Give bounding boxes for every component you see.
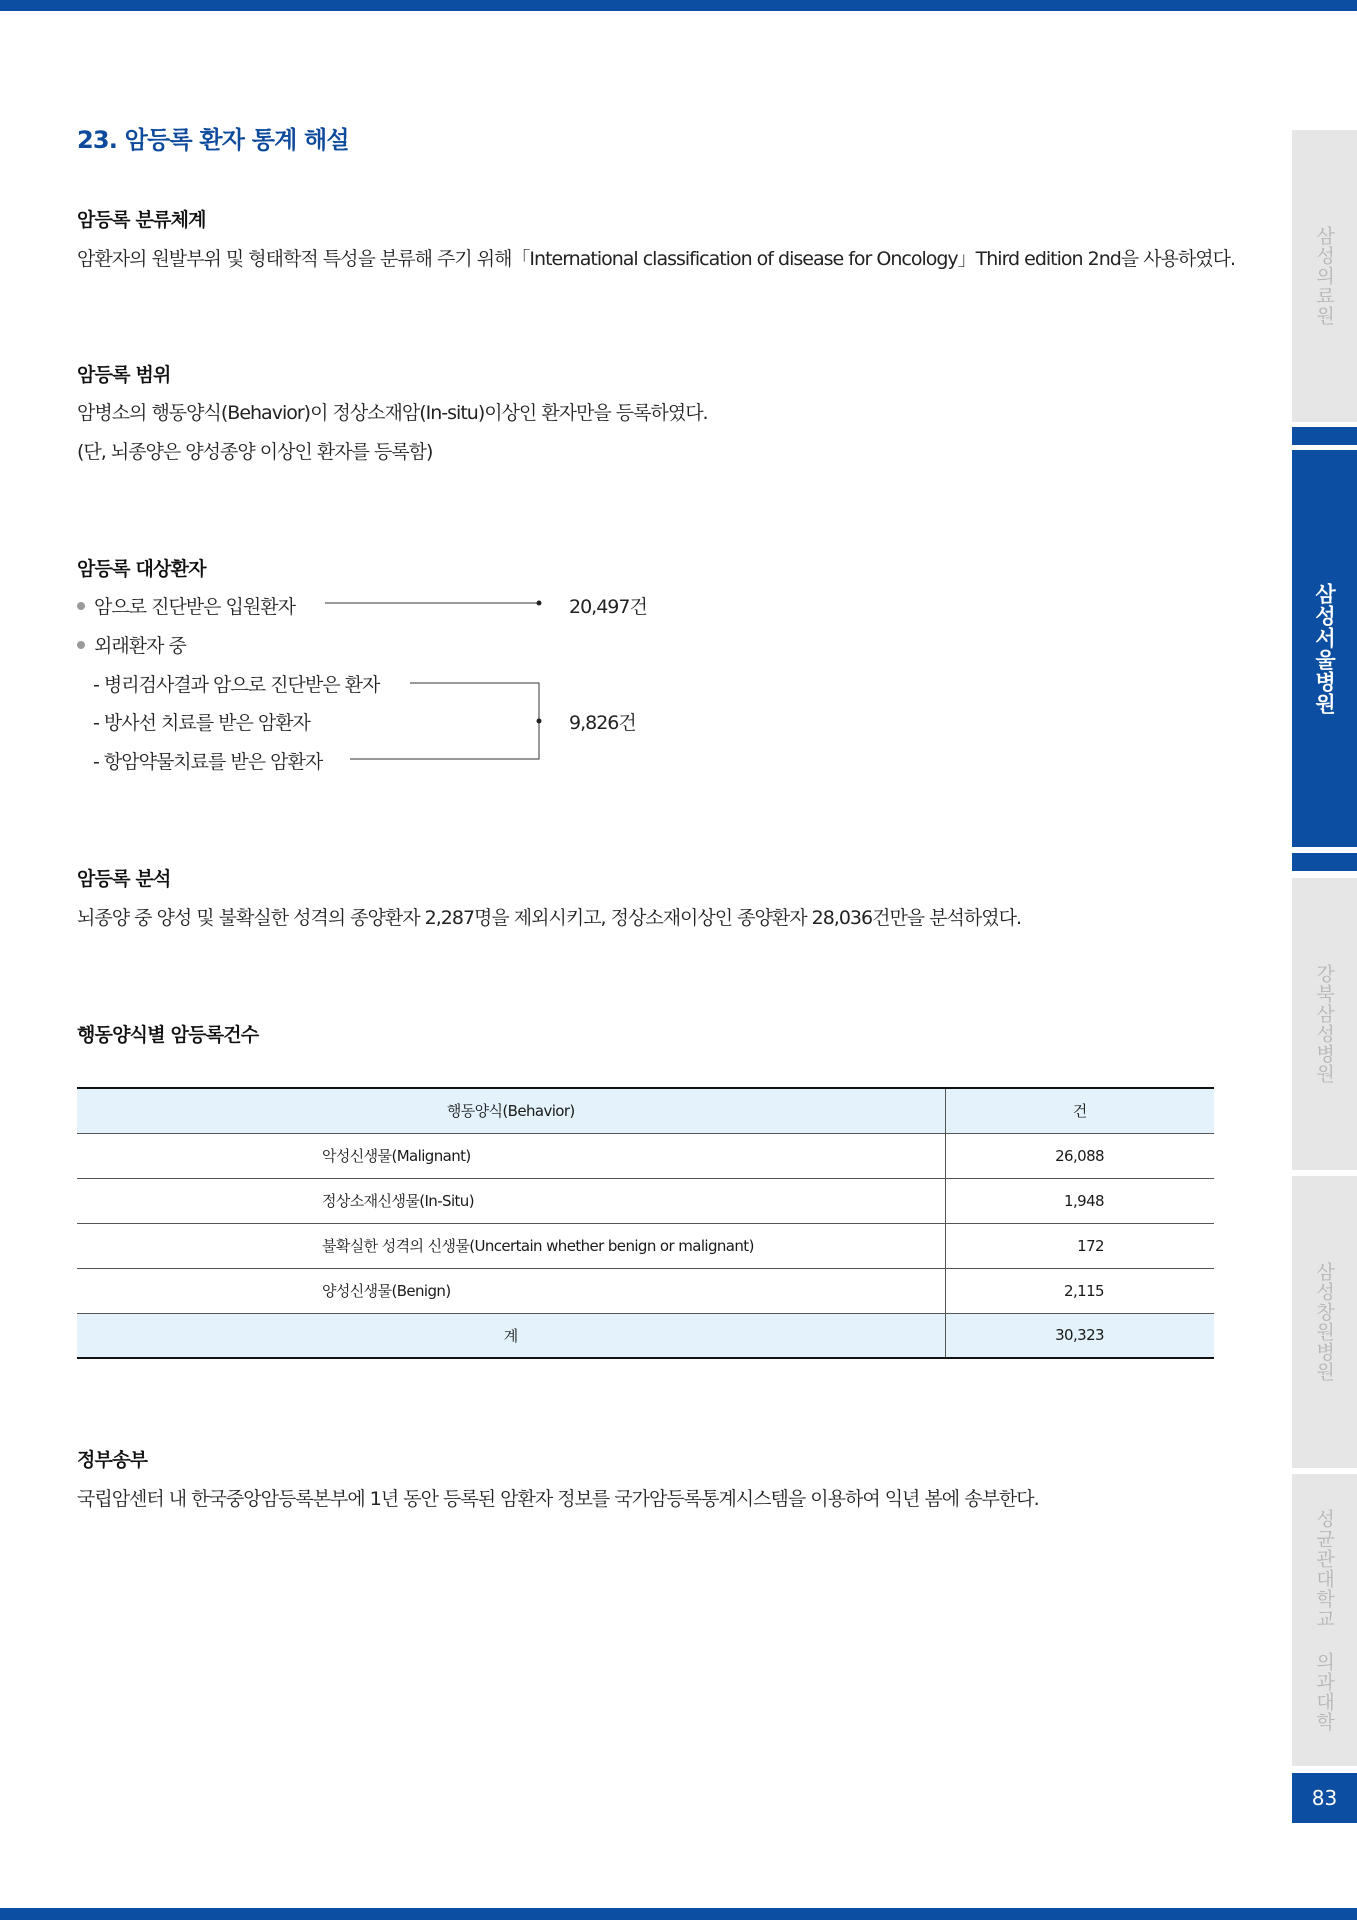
sub-item-chemo: - 항암약물치료를 받은 암환자 — [93, 751, 323, 773]
top-accent-bar — [0, 0, 1357, 11]
side-strip-accent — [1292, 853, 1357, 871]
row-label: 양성신생물(Benign) — [77, 1268, 945, 1313]
row-label: 불확실한 성격의 신생물(Uncertain whether benign or malignant) — [77, 1223, 945, 1268]
classification-heading: 암등록 분류체계 — [77, 209, 206, 231]
table-row — [77, 1268, 1214, 1313]
report-text: 국립암센터 내 한국중앙암등록본부에 1년 동안 등록된 암환자 정보를 국가암등록통계시스템을 이용하여 익년 봄에 송부한다. — [77, 1488, 1039, 1510]
scope-heading: 암등록 범위 — [77, 364, 171, 386]
sub-item-radiation: - 방사선 치료를 받은 암환자 — [93, 712, 310, 734]
row-label: 악성신생물(Malignant) — [77, 1133, 945, 1178]
side-tab-label: 강북삼성병원 — [1313, 964, 1335, 1084]
side-tab-label: 삼성서울병원 — [1312, 582, 1337, 715]
behavior-table — [77, 1087, 1214, 1359]
bullet-outpatient — [77, 631, 186, 658]
side-tab-samsung-medical-center[interactable] — [1292, 130, 1357, 422]
outpatient-label: 외래환자 중 — [94, 635, 186, 657]
total-label: 계 — [77, 1313, 945, 1358]
page-title: 23. 암등록 환자 통계 해설 — [77, 126, 349, 154]
side-tab-label: 삼성창원병원 — [1313, 1262, 1335, 1382]
side-tab-kangbuk-samsung-hospital[interactable] — [1292, 878, 1357, 1170]
table-total-row — [77, 1313, 1214, 1358]
side-tab-label: 삼성의료원 — [1313, 226, 1335, 326]
scope-text-line2: (단, 뇌종양은 양성종양 이상인 환자를 등록함) — [77, 441, 433, 463]
row-value: 2,115 — [945, 1268, 1214, 1313]
inpatient-connector-dot — [537, 601, 542, 606]
bottom-accent-bar — [0, 1908, 1357, 1920]
total-value: 30,323 — [945, 1313, 1214, 1358]
side-tab-skku-medicine[interactable] — [1292, 1474, 1357, 1766]
analysis-heading: 암등록 분석 — [77, 868, 171, 890]
sub-item-pathology: - 병리검사결과 암으로 진단받은 환자 — [93, 674, 380, 696]
row-value: 172 — [945, 1223, 1214, 1268]
table-row — [77, 1178, 1214, 1223]
outpatient-connector-dot — [537, 719, 542, 724]
inpatient-count: 20,497건 — [569, 596, 647, 618]
scope-text-line1: 암병소의 행동양식(Behavior)이 정상소재암(In-situ)이상인 환자만을 등록하였다. — [77, 402, 708, 424]
analysis-text: 뇌종양 중 양성 및 불확실한 성격의 종양환자 2,287명을 제외시키고, 정상소재이상인 종양환자 28,036건만을 분석하였다. — [77, 907, 1022, 929]
table-row — [77, 1133, 1214, 1178]
page-number: 83 — [1292, 1773, 1357, 1823]
row-label: 정상소재신생물(In-Situ) — [77, 1178, 945, 1223]
report-heading: 정부송부 — [77, 1449, 148, 1471]
col-header-count: 건 — [945, 1088, 1214, 1133]
targets-heading: 암등록 대상환자 — [77, 558, 206, 580]
side-tab-samsung-seoul-hospital[interactable] — [1292, 450, 1357, 847]
table-header-row — [77, 1088, 1214, 1133]
side-tab-label: 성균관대학교 의과대학 — [1313, 1508, 1335, 1732]
col-header-behavior: 행동양식(Behavior) — [77, 1088, 945, 1133]
table-row — [77, 1223, 1214, 1268]
outpatient-count: 9,826건 — [569, 712, 636, 734]
side-tab-samsung-changwon-hospital[interactable] — [1292, 1176, 1357, 1468]
bullet-dot-icon — [77, 602, 85, 610]
classification-text: 암환자의 원발부위 및 형태학적 특성을 분류해 주기 위해「International classification of disease for Oncology」Third edition 2nd을 사용하였다. — [77, 248, 1236, 270]
side-strip-accent — [1292, 427, 1357, 445]
row-value: 26,088 — [945, 1133, 1214, 1178]
bullet-dot-icon — [77, 641, 85, 649]
bullet-inpatient — [77, 592, 295, 619]
row-value: 1,948 — [945, 1178, 1214, 1223]
inpatient-label: 암으로 진단받은 입원환자 — [94, 596, 295, 618]
table-heading: 행동양식별 암등록건수 — [77, 1024, 259, 1046]
